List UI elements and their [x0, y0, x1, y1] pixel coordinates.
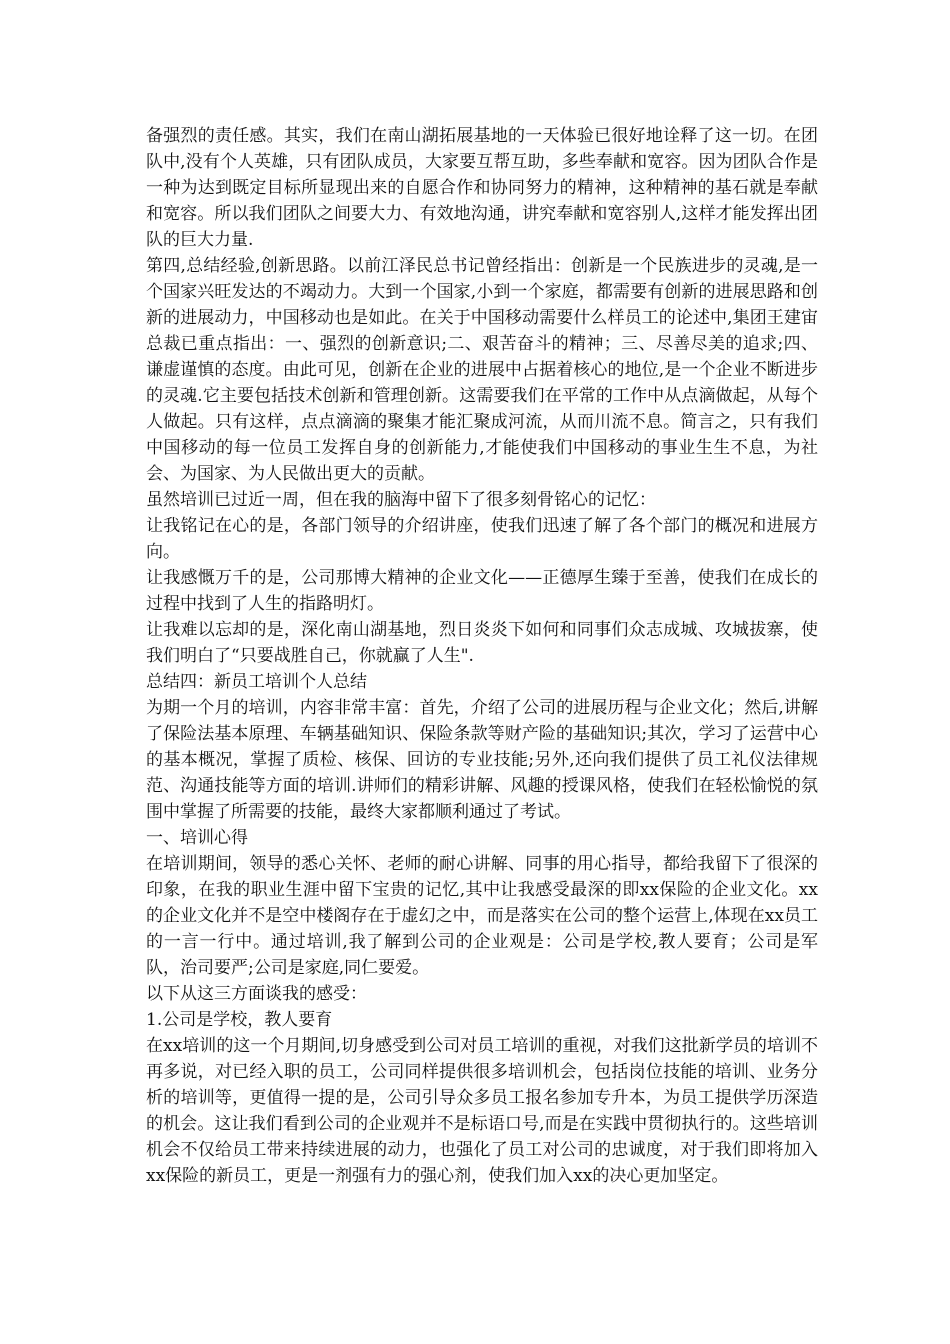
paragraph-team-spirit: 备强烈的责任感。其实，我们在南山湖拓展基地的一天体验已很好地诠释了这一切。在团队中,没有个人英雄，只有团队成员，大家要互帮互助，多些奉献和宽容。因为团队合作是一种为达到既定目标所显现出来的自愿合作和协同努力的精神，这种精神的基石就是奉献和宽容。所以我们团队之间要大力、有效地沟通，讲究奉献和宽容别人,这样才能发挥出团队的巨大力量. [146, 126, 818, 250]
section-heading-summary-four: 总结四：新员工培训个人总结 [146, 672, 367, 692]
subheading-company-is-school: 1.公司是学校，教人要育 [146, 1010, 333, 1030]
paragraph-innovation: 第四,总结经验,创新思路。以前江泽民总书记曾经指出：创新是一个民族进步的灵魂,是一个国家兴旺发达的不竭动力。大到一个国家,小到一个家庭，都需要有创新的进展思路和创新的进展动力，中国移动也是如此。在关于中国移动需要什么样员工的论述中,集团王建宙总裁已重点指出：一、强烈的创新意识;二、艰苦奋斗的精神；三、尽善尽美的追求;四、谦虚谨慎的态度。由此可见，创新在企业的进展中占据着核心的地位,是一个企业不断进步的灵魂.它主要包括技术创新和管理创新。这需要我们在平常的工作中从点滴做起，从每个人做起。只有这样，点点滴滴的聚集才能汇聚成河流，从而川流不息。简言之，只有我们中国移动的每一位员工发挥自身的创新能力,才能使我们中国移动的事业生生不息，为社会、为国家、为人民做出更大的贡献。 [146, 256, 818, 484]
paragraph-training-value: 在xx培训的这一个月期间,切身感受到公司对员工培训的重视，对我们这批新学员的培训不再多说，对已经入职的员工，公司同样提供很多培训机会，包括岗位技能的培训、业务分析的培训等，更值得一提的是，公司引导众多员工报名参加专升本，为员工提供学历深造的机会。这让我们看到公司的企业观并不是标语口号,而是在实践中贯彻执行的。这些培训机会不仅给员工带来持续进展的动力，也强化了员工对公司的忠诚度，对于我们即将加入xx保险的新员工，更是一剂强有力的强心剂，使我们加入xx的决心更加坚定。 [146, 1036, 818, 1186]
paragraph-memory-base: 让我难以忘却的是，深化南山湖基地，烈日炎炎下如何和同事们众志成城、攻城拔寨，使我们明白了“只要战胜自己，你就赢了人生". [146, 620, 818, 666]
section-heading-training-insights: 一、培训心得 [146, 828, 248, 848]
paragraph-memories-intro: 虽然培训已过近一周，但在我的脑海中留下了很多刻骨铭心的记忆： [146, 490, 656, 510]
paragraph-training-content: 为期一个月的培训，内容非常丰富：首先，介绍了公司的进展历程与企业文化；然后,讲解了保险法基本原理、车辆基础知识、保险条款等财产险的基础知识;其次，学习了运营中心的基本概况，掌握了质检、核保、回访的专业技能;另外,还向我们提供了员工礼仪法律规范、沟通技能等方面的培训.讲师们的精彩讲解、风趣的授课风格，使我们在轻松愉悦的氛围中掌握了所需要的技能，最终大家都顺利通过了考试。 [146, 698, 818, 822]
paragraph-corporate-culture: 在培训期间，领导的悉心关怀、老师的耐心讲解、同事的用心指导，都给我留下了很深的印象，在我的职业生涯中留下宝贵的记忆,其中让我感受最深的即xx保险的企业文化。xx的企业文化并不是空中楼阁存在于虚幻之中，而是落实在公司的整个运营上,体现在xx员工的一言一行中。通过培训,我了解到公司的企业观是：公司是学校,教人要育；公司是军队，治司要严;公司是家庭,同仁要爱。 [146, 854, 818, 978]
document-page [146, 123, 818, 1189]
paragraph-memory-culture: 让我感慨万千的是，公司那博大精神的企业文化——正德厚生臻于至善，使我们在成长的过程中找到了人生的指路明灯。 [146, 568, 818, 614]
paragraph-three-aspects-intro: 以下从这三方面谈我的感受： [146, 984, 367, 1004]
paragraph-memory-lectures: 让我铭记在心的是，各部门领导的介绍讲座，使我们迅速了解了各个部门的概况和进展方向。 [146, 516, 818, 562]
